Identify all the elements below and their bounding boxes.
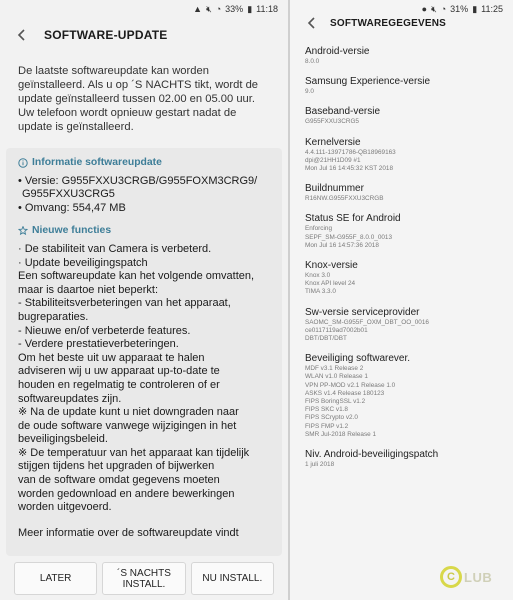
info-item-value: VPN PP-MOD v2.1 Release 1.0 xyxy=(305,381,396,389)
info-item-label: Samsung Experience-versie xyxy=(305,76,431,88)
intro-line: update is geïnstalleerd. xyxy=(18,121,134,133)
info-item-value: G955FXXU3CRG5 xyxy=(305,118,359,126)
info-item[interactable] xyxy=(290,46,513,66)
info-item[interactable] xyxy=(290,307,513,344)
feature-line: stijgen tijdens het upgraden of bijwerken xyxy=(18,460,215,473)
info-heading-text: Informatie softwareupdate xyxy=(32,157,162,168)
intro-line: De laatste softwareupdate kan worden xyxy=(18,65,209,77)
feature-line: - Verdere prestatieverbeteringen. xyxy=(18,338,179,351)
info-heading xyxy=(18,156,270,170)
info-item[interactable] xyxy=(290,106,513,126)
more-info-line: Meer informatie over de softwareupdate vindt xyxy=(18,526,239,539)
feature-line: softwareupdates zijn. xyxy=(18,392,122,405)
intro-line: Uw telefoon wordt opnieuw gestart nadat de xyxy=(18,107,237,119)
app-bar xyxy=(290,16,513,30)
version-line: G955FXXU3CRG5 xyxy=(22,188,115,201)
signal-icon: ▲ xyxy=(193,3,203,14)
update-intro xyxy=(0,52,288,134)
battery-percent: 33% xyxy=(225,4,244,14)
info-item[interactable] xyxy=(290,183,513,203)
feature-line: houden en regelmatig te controleren of er xyxy=(18,378,220,391)
feature-line: · De stabiliteit van Camera is verbeterd. xyxy=(18,242,212,255)
info-item-value: Knox API level 24 xyxy=(305,280,356,288)
info-item-label: Knox-versie xyxy=(305,260,358,272)
battery-icon: ▮ xyxy=(247,3,253,14)
back-arrow-icon xyxy=(17,29,27,41)
info-item-value: DBT/DBT/DBT xyxy=(305,335,347,343)
feature-line: Een softwareupdate kan het volgende omvatten, xyxy=(18,270,255,283)
feature-line: adviseren wij u uw apparaat up-to-date te xyxy=(18,365,220,378)
info-item-value: SMR Jul-2018 Release 1 xyxy=(305,430,377,438)
info-item-label: Baseband-versie xyxy=(305,106,381,118)
page-title: SOFTWAREGEGEVENS xyxy=(330,17,446,29)
feature-line: · Update beveiligingspatch xyxy=(18,256,148,269)
status-time: 11:25 xyxy=(481,4,503,14)
feature-line: maar is daartoe niet beperkt: xyxy=(18,283,159,296)
features-icon xyxy=(18,226,28,236)
info-item-label: Android-versie xyxy=(305,46,370,57)
intro-line: geïnstalleerd. Als u op ´S NACHTS tikt, wordt de xyxy=(18,79,259,91)
info-item-value: WLAN v1.0 Release 1 xyxy=(305,373,368,381)
status-time: 11:18 xyxy=(256,4,278,14)
info-item[interactable] xyxy=(290,76,513,96)
install-at-night-button[interactable]: ´S NACHTS INSTALL. xyxy=(102,562,185,595)
feature-line: - Stabiliteitsverbeteringen van het apparaat, xyxy=(18,297,231,310)
info-item-label: Status SE for Android xyxy=(305,213,401,225)
battery-icon: ▮ xyxy=(472,3,478,14)
info-item-value: TIMA 3.3.0 xyxy=(305,288,336,296)
watermark-circle: C xyxy=(440,566,462,588)
feature-line: ※ De temperatuur van het apparaat kan tijdelijk xyxy=(18,446,250,459)
wifi-icon: ◔ xyxy=(440,3,447,14)
feature-line: van de software omdat gegevens moeten xyxy=(18,474,220,487)
info-item-value: Enforcing xyxy=(305,225,332,233)
info-item-value: MDF v3.1 Release 2 xyxy=(305,365,364,373)
info-item-value: Mon Jul 16 14:45:32 KST 2018 xyxy=(305,165,393,173)
info-item[interactable] xyxy=(290,449,513,469)
back-button[interactable] xyxy=(302,13,322,33)
info-item-value: FIPS FMP v1.2 xyxy=(305,422,349,430)
info-item-label: Buildnummer xyxy=(305,183,364,195)
info-item-label: Sw-versie serviceprovider xyxy=(305,306,420,318)
info-item-value: 1 juli 2018 xyxy=(305,461,335,469)
feature-line: worden gedownload en andere bewerkingen xyxy=(18,487,235,500)
info-item[interactable] xyxy=(290,260,513,297)
info-item-value: R16NW.G955FXXU3CRGB xyxy=(305,195,384,203)
location-icon: ● xyxy=(421,3,428,14)
software-info-list xyxy=(290,40,513,469)
info-item-value: FIPS SKC v1.8 xyxy=(305,406,348,414)
info-icon xyxy=(18,158,28,168)
mute-icon: 🔇︎ xyxy=(206,3,212,14)
wifi-icon: ◔ xyxy=(215,3,222,14)
software-info-screen xyxy=(290,0,513,600)
size-line: • Omvang: 554,47 MB xyxy=(18,201,126,214)
feature-line: - Nieuwe en/of verbeterde features. xyxy=(18,324,191,337)
feature-line: bugreparaties. xyxy=(18,310,89,323)
info-item-label: Kernelversie xyxy=(305,136,361,148)
features-heading-text: Nieuwe functies xyxy=(32,225,112,237)
feature-line: ※ Na de update kunt u niet downgraden naar xyxy=(18,406,239,419)
info-item-value: SEPF_SM-G955F_8.0.0_0013 xyxy=(305,233,393,241)
info-item-value: 8.0.0 xyxy=(305,58,320,65)
page-title: SOFTWARE-UPDATE xyxy=(44,28,168,42)
info-item-value: ASKS v1.4 Release 180123 xyxy=(305,389,385,397)
status-bar xyxy=(0,0,288,18)
update-details-card[interactable] xyxy=(6,148,282,556)
features-list xyxy=(18,243,270,515)
mute-icon: 🔇︎ xyxy=(431,3,437,14)
info-item[interactable] xyxy=(290,353,513,439)
feature-line: beveiligingsbeleid. xyxy=(18,433,108,446)
battery-percent: 31% xyxy=(450,4,469,14)
install-now-button[interactable]: NU INSTALL. xyxy=(191,562,274,595)
info-item[interactable] xyxy=(290,213,513,250)
info-item-value: FIPS SCrypto v2.0 xyxy=(305,414,358,422)
info-item-value: dpi@21HH1D09 #1 xyxy=(305,156,361,164)
features-heading xyxy=(18,224,270,238)
info-item-value: Knox 3.0 xyxy=(305,272,331,280)
info-item-value: ce0117119ad7002b01 xyxy=(305,326,368,334)
intro-line: update geïnstalleerd tussen 02.00 en 05.00 uur. xyxy=(18,93,255,105)
back-arrow-icon xyxy=(307,17,317,29)
bottom-action-bar xyxy=(0,556,288,600)
app-bar xyxy=(0,18,288,52)
info-item[interactable] xyxy=(290,137,513,174)
back-button[interactable] xyxy=(12,25,32,45)
later-button[interactable]: LATER xyxy=(14,562,97,595)
info-item-value: SAOMC_SM-G955F_OXM_DBT_OO_0016 xyxy=(305,318,429,326)
watermark-logo xyxy=(440,566,492,588)
feature-line: Om het beste uit uw apparaat te halen xyxy=(18,351,205,364)
info-item-value: FIPS BoringSSL v1.2 xyxy=(305,398,366,406)
info-item-label: Beveiliging softwarever. xyxy=(305,353,411,365)
feature-line: worden uitgevoerd. xyxy=(18,501,112,514)
info-item-label: Niv. Android-beveiligingspatch xyxy=(305,449,439,461)
version-line: • Versie: G955FXXU3CRGB/G955FOXM3CRG9/ xyxy=(18,174,258,187)
feature-line: de oude software vanwege wijzigingen in het xyxy=(18,419,237,432)
info-item-value: Mon Jul 16 14:57:36 2018 xyxy=(305,241,379,249)
watermark-text: LUB xyxy=(464,569,493,585)
info-item-value: 9.0 xyxy=(305,88,314,96)
info-item-value: 4.4.111-13971786-QB18969163 xyxy=(305,148,396,156)
